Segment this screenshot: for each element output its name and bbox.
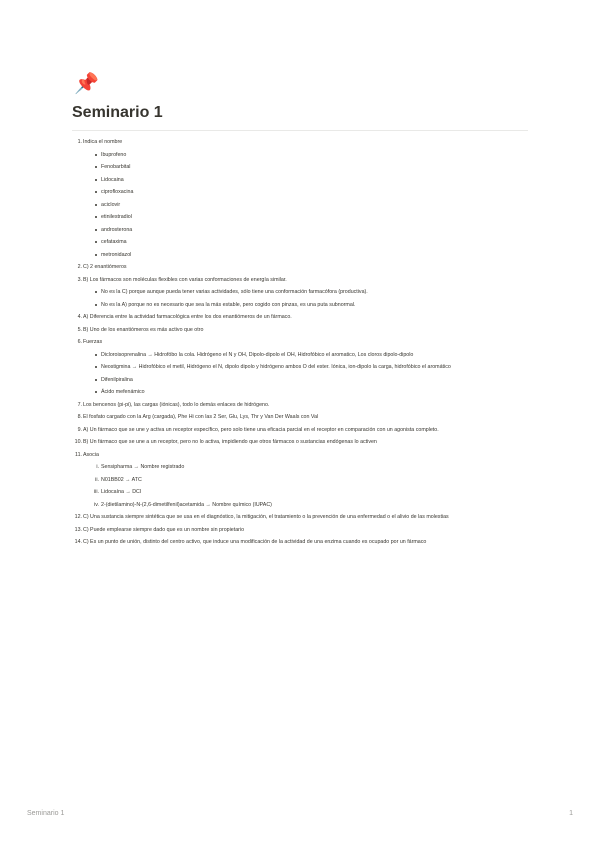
list-item-text: C) Una sustancia siempre sintética que se usa en el diagnóstico, la mitigación, el tratamiento o la prevención de una enfermedad o el alivio de las molestias xyxy=(83,514,449,520)
bullet-item: ciprofloxacina xyxy=(92,186,528,199)
list-item-text: El fosfato cargado con la Arg (cargada), Phe Hi con las 2 Ser, Glu, Lys, Thr y Van Der Waals con Val xyxy=(83,414,319,420)
bullet-item: Fenobarbital xyxy=(92,161,528,174)
bullet-item: Ácido mefenámico xyxy=(92,386,528,399)
list-item xyxy=(72,449,528,512)
list-item xyxy=(72,411,528,424)
list-item-number: 3. xyxy=(77,276,82,283)
list-item-text: B) Un fármaco que se une a un receptor, pero no lo activa, impidiendo que otros fármacos o sustancias endógenas lo activen xyxy=(83,439,377,445)
list-item-number: 14. xyxy=(74,539,82,545)
list-item xyxy=(72,436,528,449)
list-item-number: 6. xyxy=(77,339,82,345)
list-item-text: Los bencenos (pi-pi), las cargas (iónicas), todo lo demás enlaces de hidrógeno. xyxy=(83,401,270,408)
list-item-number: 4. xyxy=(77,314,82,320)
bullet-item: cefataxima xyxy=(92,236,528,249)
page-content xyxy=(72,72,528,549)
list-item-text: Asocia xyxy=(83,451,99,458)
roman-item-text: Lidocaína → DCI xyxy=(101,489,142,495)
list-item xyxy=(72,274,528,312)
bullet-sublist xyxy=(83,286,528,311)
list-item-text: B) Los fármacos son moléculas flexibles con varias conformaciones de energía similar. xyxy=(83,276,287,283)
list-item-number: 2. xyxy=(77,264,82,270)
roman-item-number: ii. xyxy=(95,476,99,483)
list-item xyxy=(72,511,528,524)
footer-title: Seminario 1 xyxy=(27,810,65,817)
list-item xyxy=(72,136,528,261)
list-item-text: B) Uno de los enantiómeros es más activo que otro xyxy=(83,326,204,333)
roman-item-text: N01BB02 → ATC xyxy=(101,476,142,483)
bullet-item: Difenilpiralina xyxy=(92,374,528,387)
list-item-number: 9. xyxy=(77,426,82,433)
list-item-text: C) 2 enantiómeros xyxy=(83,264,127,270)
roman-item-number: iv. xyxy=(94,501,99,508)
bullet-item: Ibuprofeno xyxy=(92,149,528,162)
title-divider xyxy=(72,130,528,131)
footer-page-number: 1 xyxy=(569,810,573,817)
roman-item xyxy=(92,474,528,487)
bullet-item: Dicloroisoprenalina → Hidrofóbo la cola. Hidrógeno el N y OH, Dipolo-dipolo el OH, Hidrofóbico el aromatico, Los cloros dipolo-dipolo xyxy=(92,349,528,362)
bullet-item: metronidazol xyxy=(92,249,528,262)
list-item xyxy=(72,399,528,412)
list-item xyxy=(72,324,528,337)
list-item xyxy=(72,261,528,274)
roman-item xyxy=(92,499,528,512)
list-item-number: 1. xyxy=(77,139,82,145)
list-item-number: 10. xyxy=(74,439,82,445)
list-item-number: 11. xyxy=(75,451,82,458)
list-item-number: 7. xyxy=(77,401,82,408)
list-item-number: 13. xyxy=(74,526,82,533)
pushpin-icon: 📌 xyxy=(74,73,99,95)
list-item-number: 5. xyxy=(77,326,82,333)
page-title: Seminario 1 xyxy=(72,104,163,121)
bullet-item: No es la A) porque no es necesario que sea la más estable, pero cogido con pinzas, es una puta subnormal. xyxy=(92,299,528,312)
answers-list xyxy=(72,136,528,549)
list-item-text: A) Un fármaco que se une y activa un receptor específico, pero solo tiene una eficacia parcial en el receptor en comparación con un agonista completo. xyxy=(83,426,439,433)
roman-item-text: 2-(dietilamino)-N-(2,6-dimetilfenil)acetamida → Nombre químico (IUPAC) xyxy=(101,501,272,508)
bullet-item: aciclovir xyxy=(92,199,528,212)
list-item-text: C) Puede emplearse siempre dado que es un nombre sin propietario xyxy=(83,526,245,533)
bullet-item: No es la C) porque aunque pueda tener varias actividades, sólo tiene una conformación farmacófora (productiva). xyxy=(92,286,528,299)
roman-item-number: iii. xyxy=(93,489,99,495)
list-item-text: A) Diferencia entre la actividad farmacológica entre los dos enantiómeros de un fármaco. xyxy=(83,314,292,320)
roman-item-number: i. xyxy=(96,464,99,470)
list-item xyxy=(72,336,528,399)
list-item xyxy=(72,536,528,549)
list-item-number: 8. xyxy=(77,414,82,420)
roman-item xyxy=(92,461,528,474)
roman-item-text: Sensipharma → Nombre registrado xyxy=(101,464,185,470)
list-item xyxy=(72,524,528,537)
bullet-item: Neostigmina → Hidrofóbico el metil, Hidrógeno el N, dipolo dipolo y hidrógeno ambos O del ester. Iónica, ion-dipolo la carga, hidrofóbico el aromático xyxy=(92,361,528,374)
roman-sublist xyxy=(83,461,528,511)
list-item xyxy=(72,311,528,324)
bullet-sublist xyxy=(83,349,528,399)
bullet-item: Lidocaina xyxy=(92,174,528,187)
list-item-number: 12. xyxy=(74,514,82,520)
bullet-sublist xyxy=(83,149,528,262)
list-item-text: C) Es un punto de unión, distinto del centro activo, que induce una modificación de la actividad de una enzima cuando es ocupado por un fármaco xyxy=(83,539,427,545)
list-item-text: Fuerzas xyxy=(83,339,103,345)
list-item-text: Indica el nombre xyxy=(83,139,123,145)
list-item xyxy=(72,424,528,437)
bullet-item: androsterona xyxy=(92,224,528,237)
roman-item xyxy=(92,486,528,499)
bullet-item: etinilestradiol xyxy=(92,211,528,224)
